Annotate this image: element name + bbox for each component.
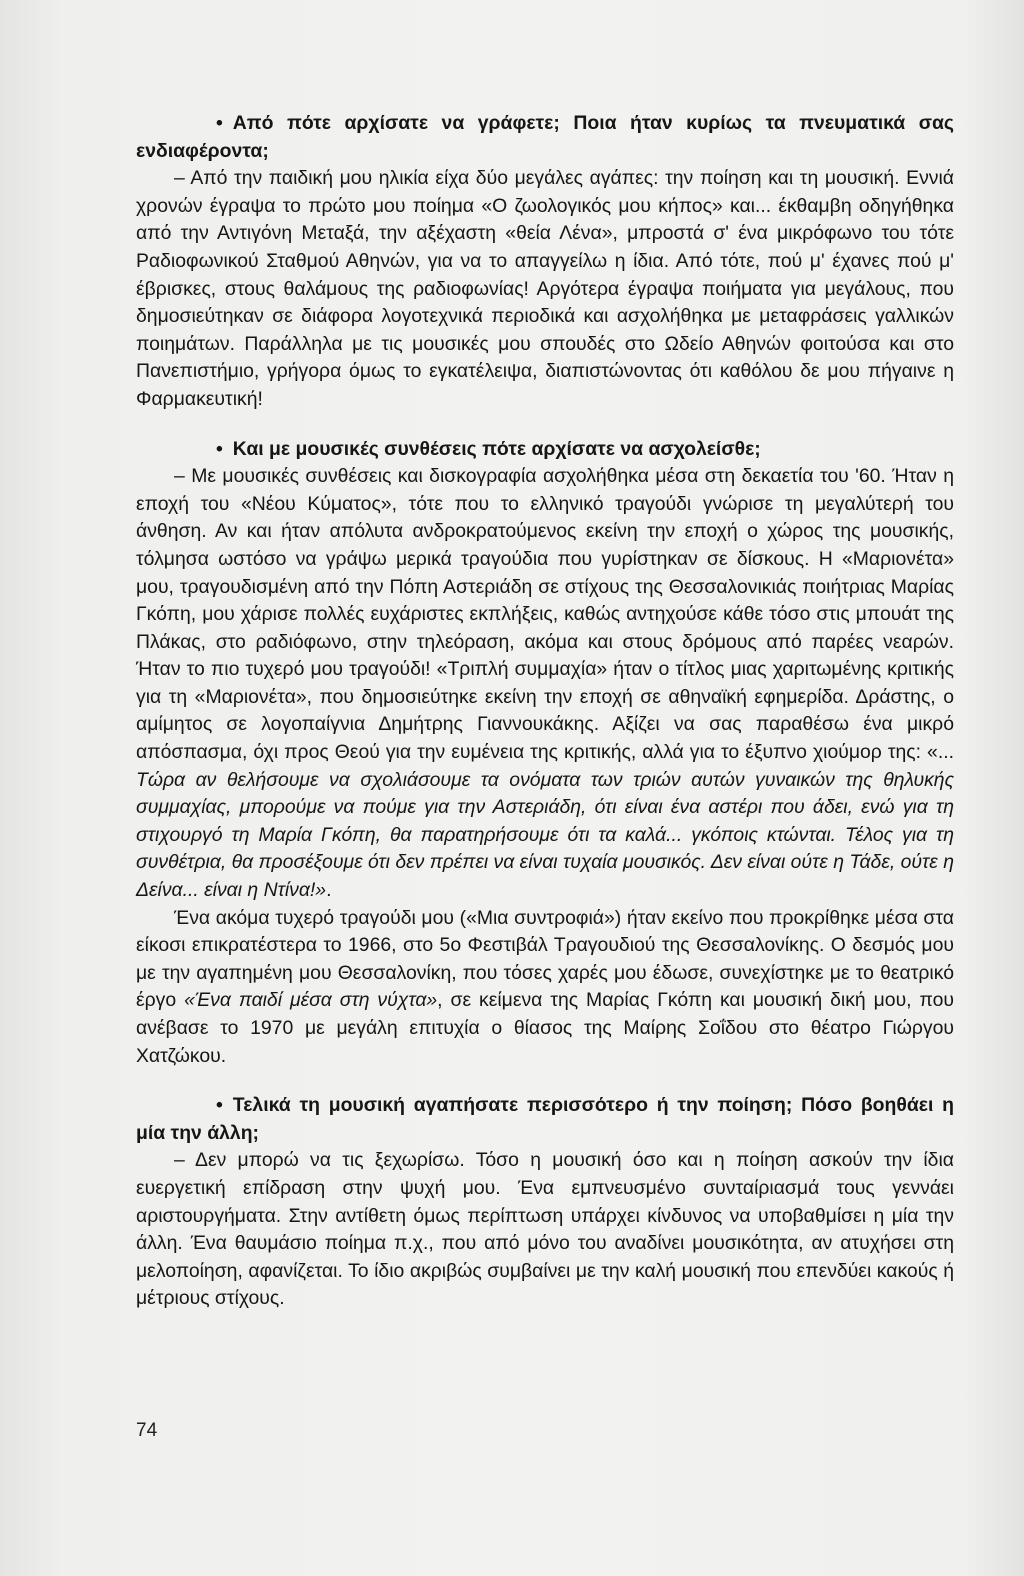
bullet-icon: • bbox=[216, 437, 223, 460]
answer-1: – Από την παιδική μου ηλικία είχα δύο μεγάλες αγάπες: την ποίηση και τη μουσική. Εννιά χρονών έγραψα το πρώτο μου ποίημα «Ο ζωολογικός μου κήπος» και... έκθαμβη οδηγήθηκα από την Αντιγόνη Μεταξά, την αξέχαστη «θεία Λένα», μπροστά σ' ένα μικρόφωνο του τότε Ραδιοφωνικού Σταθμού Αθηνών, για να το απαγγείλω η ίδια. Από τότε, πού μ' έχανες πού μ' έβρισκες, στους θαλάμους της ραδιοφωνίας! Αργότερα έγραψα ποιήματα για μεγάλους, που δημοσιεύτηκαν σε διάφορα λογοτεχνικά περιοδικά και ασχολήθηκα με μεταφράσεις γαλλικών ποιημάτων. Παράλληλα με τις μουσικές μου σπουδές στο Ωδείο Αθηνών φοιτούσα και στο Πανεπιστήμιο, γρήγορα όμως το εγκατέλειψα, διαπιστώνοντας ότι καθόλου δε μου πήγαινε η Φαρμακευτική! bbox=[136, 167, 954, 410]
answer-2-part-1: – Με μουσικές συνθέσεις και δισκογραφία ασχολήθηκα μέσα στη δεκαετία του '60. Ήταν η εποχή του «Νέου Κύματος», τότε που το ελληνικό τραγούδι γνώρισε τη μεγαλύτερή του άνθηση. Αν και ήταν απόλυτα ανδροκρατούμενος εκείνη την εποχή ο χώρος της μουσικής, τόλμησα ωστόσο να γράψω μερικά τραγούδια που γυρίστηκαν σε δίσκους. Η «Μαριονέτα» μου, τραγουδισμένη από την Πόπη Αστεριάδη σε στίχους της Θεσσαλονικιάς ποιήτριας Μαρίας Γκόπη, μου χάρισε πολλές ευχάριστες εκπλήξεις, καθώς αντηχούσε κάθε τόσο στις μπουάτ της Πλάκας, στο ραδιόφωνο, στην τηλεόραση, ακόμα και στους δρόμους από παρέες νεαρών. Ήταν το πιο τυχερό μου τραγούδι! «Τριπλή συμμαχία» ήταν ο τίτλος μιας χαριτωμένης κριτικής για τη «Μαριονέτα», που δημοσιεύτηκε εκείνη την εποχή σε αθηναϊκή εφημερίδα. Δράστης, ο αμίμητος σε λογοπαίγνια Δημήτρης Γιαννουκάκης. Αξίζει να σας παραθέσω ένα μικρό απόσπασμα, όχι προς Θεού για την ευμένεια της κριτικής, αλλά για το έξυπνο χιούμορ της: «... bbox=[136, 465, 954, 764]
question-1 bbox=[136, 110, 954, 165]
section-gap bbox=[136, 1070, 954, 1092]
answer-2-continued bbox=[136, 905, 954, 1071]
question-2 bbox=[136, 436, 954, 464]
page-number: 74 bbox=[136, 1420, 158, 1441]
review-quote: Τώρα αν θελήσουμε να σχολιάσουμε τα ονόματα των τριών αυτών γυναικών της θηλυκής συμμαχίας, μπορούμε να πούμε για την Αστεριάδη, ότι είναι ένα αστέρι που άδει, ενώ για τη στιχουργό τη Μαρία Γκόπη, θα παρατηρήσουμε ότι τα καλά... γκόποις κτώνται. Τέλος για τη συνθέτρια, θα προσέξουμε ότι δεν πρέπει να είναι τυχαία μουσικός. Δεν είναι ούτε η Τάδε, ούτε η Δείνα... είναι η Ντίνα!» bbox=[136, 768, 954, 902]
answer-2 bbox=[136, 463, 954, 905]
question-2-text: Και με μουσικές συνθέσεις πότε αρχίσατε να ασχολείσθε; bbox=[232, 437, 761, 460]
bullet-icon: • bbox=[216, 112, 223, 134]
bullet-icon: • bbox=[216, 1094, 223, 1117]
answer-2-part-2b: , σε κείμενα της Μαρίας Γκόπη και μουσική δική μου, που ανέβασε το 1970 με μεγάλη επιτυχία ο θίασος της Μαίρης Σοΐδου στο θέατρο Γιώργου Χατζώκου. bbox=[136, 989, 954, 1067]
page-body bbox=[136, 110, 954, 1313]
question-3 bbox=[136, 1092, 954, 1147]
play-title: «Ένα παιδί μέσα στη νύχτα» bbox=[184, 989, 438, 1012]
question-1-text: Από πότε αρχίσατε να γράφετε; Ποια ήταν κυρίως τα πνευματικά σας ενδιαφέροντα; bbox=[136, 112, 954, 162]
quote-end: . bbox=[326, 879, 332, 902]
question-3-text: Τελικά τη μουσική αγαπήσατε περισσότερο ή την ποίηση; Πόσο βοηθάει η μία την άλλη; bbox=[136, 1094, 954, 1144]
answer-2-part-2a: Ένα ακόμα τυχερό τραγούδι μου («Μια συντροφιά») ήταν εκείνο που προκρίθηκε μέσα στα είκοσι επικρατέστερα το 1966, στο 5ο Φεστιβάλ Τραγουδιού της Θεσσαλονίκης. Ο δεσμός μου με την αγαπημένη μου Θεσσαλονίκη, που τόσες χαρές μου έδωσε, συνεχίστηκε με το θεατρικό έργο bbox=[136, 906, 954, 1012]
section-gap bbox=[136, 414, 954, 436]
answer-3: – Δεν μπορώ να τις ξεχωρίσω. Τόσο η μουσική όσο και η ποίηση ασκούν την ίδια ευεργετική επίδραση στην ψυχή μου. Ένα εμπνευσμένο συνταίριασμά τους γεννάει αριστουργήματα. Στην αντίθετη όμως περίπτωση υπάρχει κίνδυνος να υποβαθμίσει η μία την άλλη. Ένα θαυμάσιο ποίημα π.χ., που από μόνο του αναδίνει μουσικότητα, αν ατυχήσει στη μελοποίηση, αφανίζεται. Το ίδιο ακριβώς συμβαίνει με την καλή μουσική που επενδύει κακούς ή μέτριους στίχους. bbox=[136, 1149, 954, 1310]
